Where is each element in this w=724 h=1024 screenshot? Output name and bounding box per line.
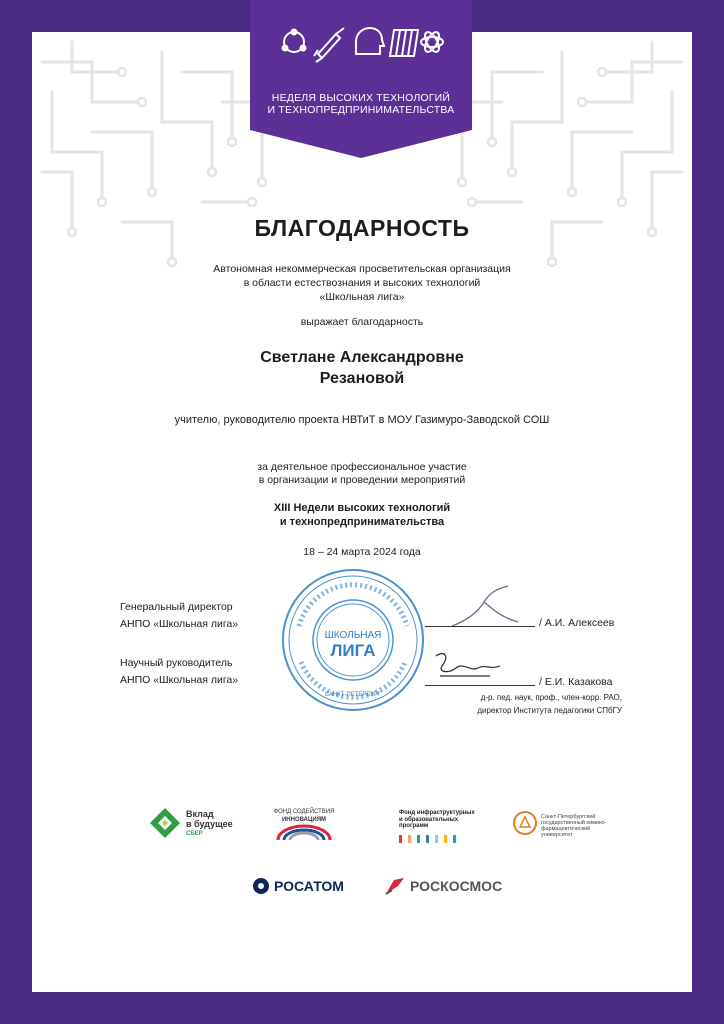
signatory1-role-line1: Генеральный директор: [120, 601, 233, 613]
event-title-line2: и технопредпринимательства: [279, 516, 445, 528]
logo-fond-innovations: [272, 808, 336, 844]
spbgu-line2: государственный химико-: [541, 820, 607, 826]
reason-line2: в организации и проведении мероприятий: [258, 474, 466, 486]
logo-rosatom: [252, 876, 362, 896]
event-title: [0, 501, 724, 529]
stamp-text-top: ШКОЛЬНАЯ: [324, 630, 382, 641]
vklad-line3: СБЕР: [186, 831, 203, 837]
fip-line1: Фонд инфраструктурных: [399, 810, 475, 816]
fip-stripes: [399, 835, 469, 843]
roskosmos-text: РОСКОСМОС: [410, 878, 503, 894]
rosatom-text: РОСАТОМ: [274, 878, 344, 894]
spbgu-icon: [512, 810, 538, 836]
organization-line3: «Школьная лига»: [319, 291, 405, 303]
organization-line1: Автономная некоммерческая просветительская организация: [213, 263, 511, 275]
recipient-name-line1: Светлане Александровне: [260, 349, 464, 366]
organization-stamp: [279, 566, 427, 714]
expresses-text: выражает благодарность: [300, 316, 424, 328]
organization-line2: в области естествознания и высоких технологий: [243, 277, 481, 289]
signatory2-name: / Е.И. Казакова: [539, 676, 613, 688]
signature1: [448, 582, 528, 632]
vklad-icon: [148, 806, 182, 840]
signature2: [430, 646, 520, 686]
technology-icons: [278, 20, 444, 64]
recipient-position: учителю, руководителю проекта НВТиТ в МОУ Газимуро-Заводской СОШ: [174, 414, 550, 426]
banner-title-line2: И ТЕХНОПРЕДПРИНИМАТЕЛЬСТВА: [267, 104, 455, 116]
signatory2-role-line1: Научный руководитель: [120, 657, 233, 669]
signatory2-role: [120, 655, 238, 689]
signatory2-title2: директор Института педагогики СПбГУ: [477, 706, 622, 715]
spbgu-line1: Санкт-Петербургский: [541, 814, 596, 820]
vklad-line1: Вклад: [186, 809, 214, 819]
recipient-name-line2: Резановой: [319, 370, 405, 387]
logo-fip: [399, 810, 479, 846]
event-title-line1: XIII Недели высоких технологий: [273, 502, 451, 514]
recipient-name: [0, 347, 724, 389]
logo-vklad: [148, 806, 238, 842]
signature2-line: [425, 685, 535, 686]
signature1-line: [425, 626, 535, 627]
signatory1-role-line2: АНПО «Школьная лига»: [120, 618, 239, 630]
header-banner: [250, 0, 472, 158]
logo-spbgu: [512, 810, 612, 840]
fond-line2: ИННОВАЦИЯМ: [281, 817, 327, 823]
rosatom-icon: [252, 877, 270, 895]
certificate-title: БЛАГОДАРНОСТЬ: [254, 215, 470, 241]
stamp-text-bottom: САНКТ-ПЕТЕРБУРГ: [324, 692, 382, 698]
fond-icon: [272, 824, 336, 842]
signatory2-role-line2: АНПО «Школьная лига»: [120, 674, 239, 686]
fip-line2: и образовательных: [399, 816, 459, 823]
signatory1-role: [120, 599, 238, 633]
reason-line1: за деятельное профессиональное участие: [257, 461, 467, 473]
banner-title-line1: НЕДЕЛЯ ВЫСОКИХ ТЕХНОЛОГИЙ: [271, 92, 451, 104]
roskosmos-icon: [384, 876, 406, 896]
signatory2-title1: д-р. пед. наук, проф., член-корр. РАО,: [480, 693, 622, 702]
fond-line1: ФОНД СОДЕЙСТВИЯ: [273, 809, 335, 815]
event-dates: 18 – 24 марта 2024 года: [303, 546, 421, 558]
banner-title: [250, 92, 472, 116]
fip-line3: программ: [399, 823, 429, 829]
stamp-text-main: ЛИГА: [330, 641, 376, 660]
spbgu-line3: фармацевтический университет: [541, 826, 591, 838]
signatory1-name: / А.И. Алексеев: [539, 617, 615, 629]
logo-roskosmos: [384, 876, 514, 896]
vklad-line2: в будущее: [186, 819, 233, 829]
